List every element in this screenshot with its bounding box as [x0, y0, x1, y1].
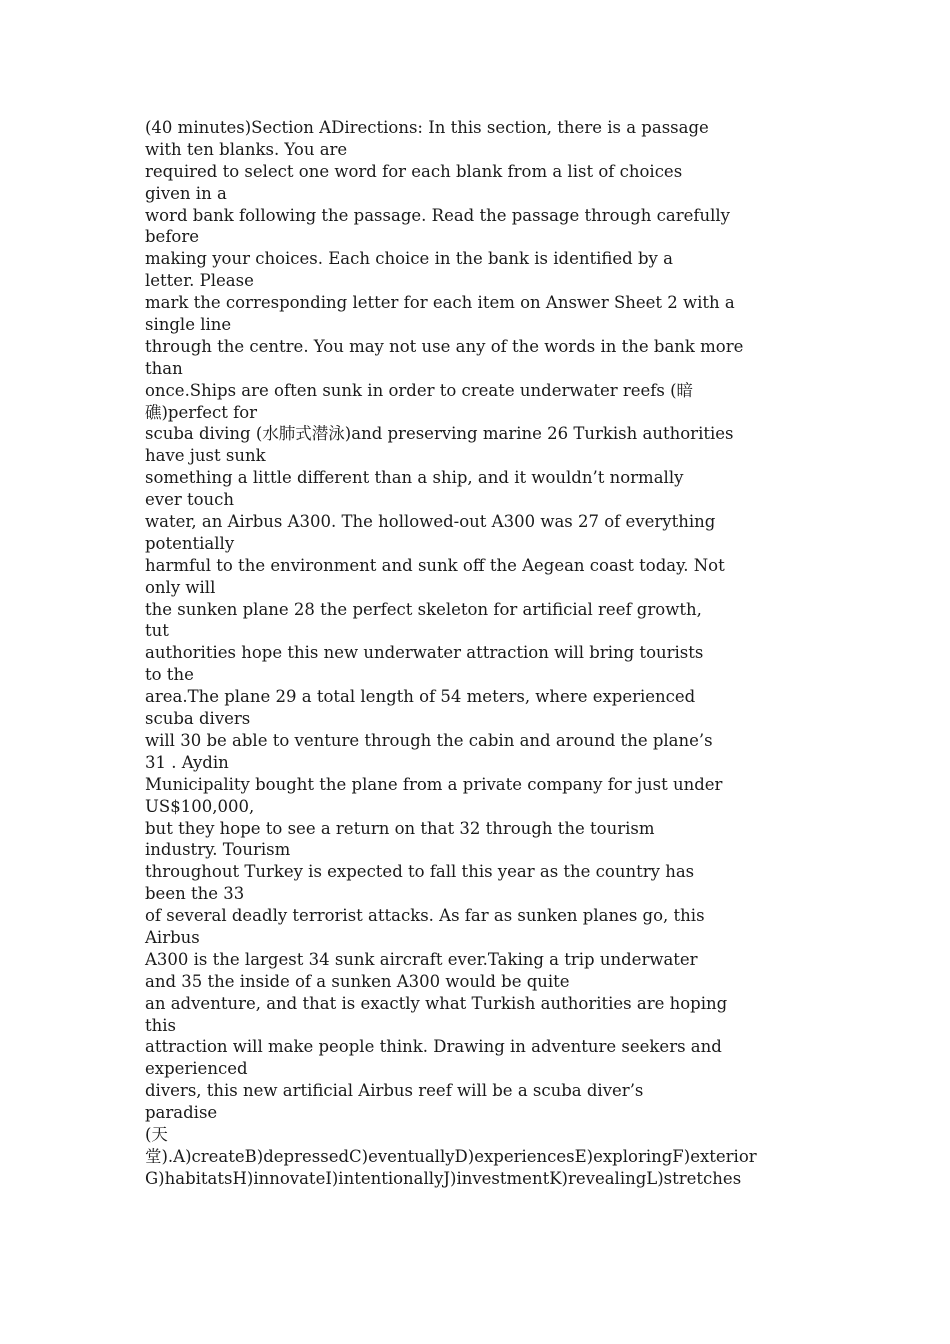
- text-line: once.Ships are often sunk in order to create underwater reefs (暗: [145, 380, 694, 400]
- text-line: throughout Turkey is expected to fall this year as the country has: [145, 862, 695, 882]
- text-line: single line: [145, 315, 232, 335]
- text-line: harmful to the environment and sunk off the Aegean coast today. Not: [145, 555, 725, 575]
- text-line: through the centre. You may not use any of the words in the bank more: [145, 336, 744, 356]
- text-line: (40 minutes)Section ADirections: In this section, there is a passage: [145, 118, 709, 137]
- text-line: making your choices. Each choice in the bank is identified by a: [145, 249, 673, 269]
- text-line: will 30 be able to venture through the cabin and around the plane’s: [145, 730, 713, 750]
- text-line: 礁)perfect for: [145, 402, 258, 422]
- text-line: only will: [145, 577, 216, 597]
- passage-text: [145, 117, 815, 1190]
- text-line: A300 is the largest 34 sunk aircraft ever.Taking a trip underwater: [145, 949, 698, 969]
- text-line: mark the corresponding letter for each item on Answer Sheet 2 with a: [145, 293, 735, 313]
- text-line: paradise: [145, 1103, 218, 1123]
- text-line: US$100,000,: [145, 796, 255, 816]
- text-line: before: [145, 227, 200, 247]
- text-line: potentially: [145, 533, 235, 553]
- text-line: ever touch: [145, 490, 235, 510]
- text-line: Airbus: [145, 927, 200, 947]
- text-line: than: [145, 358, 183, 378]
- text-line: authorities hope this new underwater attraction will bring tourists: [145, 643, 704, 663]
- text-line: attraction will make people think. Drawing in adventure seekers and: [145, 1037, 722, 1057]
- text-line: industry. Tourism: [145, 840, 291, 860]
- word-bank-line: 堂).A)createB)depressedC)eventuallyD)experiencesE)exploringF)exterior: [145, 1146, 757, 1166]
- text-line: divers, this new artificial Airbus reef will be a scuba diver’s: [145, 1081, 644, 1101]
- text-line: an adventure, and that is exactly what Turkish authorities are hoping: [145, 993, 728, 1013]
- text-line: this: [145, 1015, 177, 1035]
- text-line: scuba diving (水肺式潜泳)and preserving marine 26 Turkish authorities: [145, 424, 734, 444]
- text-line: scuba divers: [145, 709, 251, 729]
- text-line: and 35 the inside of a sunken A300 would be quite: [145, 971, 570, 991]
- text-line: Municipality bought the plane from a private company for just under: [145, 774, 723, 794]
- text-line: experienced: [145, 1059, 248, 1079]
- text-line: have just sunk: [145, 446, 266, 466]
- text-line: word bank following the passage. Read the passage through carefully: [145, 205, 730, 225]
- text-line: tut: [145, 621, 169, 641]
- text-line: been the 33: [145, 884, 245, 904]
- text-line: required to select one word for each blank from a list of choices: [145, 161, 683, 181]
- text-line: the sunken plane 28 the perfect skeleton for artificial reef growth,: [145, 599, 702, 619]
- text-line: (天: [145, 1124, 168, 1144]
- text-line: to the: [145, 665, 194, 685]
- word-bank-line: G)habitatsH)innovateI)intentionallyJ)investmentK)revealingL)stretches: [145, 1168, 742, 1188]
- text-line: but they hope to see a return on that 32 through the tourism: [145, 818, 655, 838]
- text-line: of several deadly terrorist attacks. As far as sunken planes go, this: [145, 906, 705, 926]
- text-line: letter. Please: [145, 271, 254, 291]
- text-line: area.The plane 29 a total length of 54 meters, where experienced: [145, 687, 696, 707]
- text-line: with ten blanks. You are: [145, 139, 348, 159]
- text-line: something a little different than a ship, and it wouldn’t normally: [145, 468, 684, 488]
- text-line: water, an Airbus A300. The hollowed-out A300 was 27 of everything: [145, 512, 716, 532]
- text-line: 31 . Aydin: [145, 752, 229, 772]
- text-line: given in a: [145, 183, 227, 203]
